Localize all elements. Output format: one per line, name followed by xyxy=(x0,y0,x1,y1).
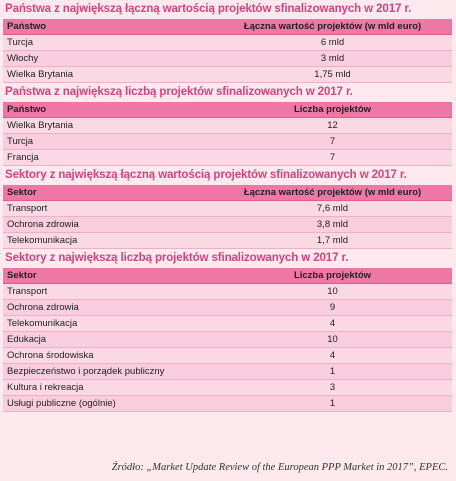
cell-label: Transport xyxy=(3,284,213,300)
table-row xyxy=(3,201,452,217)
cell-value: 1 xyxy=(213,396,452,412)
cell-value: 10 xyxy=(213,284,452,300)
table-row xyxy=(3,150,452,166)
cell-value: 1,7 mld xyxy=(213,233,452,249)
table-row xyxy=(3,332,452,348)
column-header: Liczba projektów xyxy=(213,102,452,118)
cell-value: 12 xyxy=(213,118,452,134)
cell-value: 7 xyxy=(213,134,452,150)
section-title: Państwa z największą liczbą projektów sfinalizowanych w 2017 r. xyxy=(5,86,353,98)
cell-value: 7,6 mld xyxy=(213,201,452,217)
table-row xyxy=(3,284,452,300)
column-header: Sektor xyxy=(3,268,213,284)
table-header-row xyxy=(3,268,452,284)
section-title: Państwa z największą łączną wartością projektów sfinalizowanych w 2017 r. xyxy=(5,3,412,15)
table-row xyxy=(3,300,452,316)
table-row xyxy=(3,35,452,51)
cell-value: 7 xyxy=(213,150,452,166)
table-row xyxy=(3,233,452,249)
cell-label: Kultura i rekreacja xyxy=(3,380,213,396)
cell-label: Ochrona zdrowia xyxy=(3,217,213,233)
cell-value: 4 xyxy=(213,316,452,332)
table-row xyxy=(3,380,452,396)
table-header-row xyxy=(3,19,452,35)
table-countries-count xyxy=(3,102,452,166)
section-title: Sektory z największą łączną wartością projektów sfinalizowanych w 2017 r. xyxy=(5,169,407,181)
table-sectors-value xyxy=(3,185,452,249)
column-header: Państwo xyxy=(3,102,213,118)
table-row xyxy=(3,134,452,150)
table-row xyxy=(3,51,452,67)
table-header-row xyxy=(3,102,452,118)
cell-value: 3,8 mld xyxy=(213,217,452,233)
cell-label: Turcja xyxy=(3,35,213,51)
cell-value: 3 xyxy=(213,380,452,396)
column-header: Państwo xyxy=(3,19,213,35)
source-note: Źródło: „Market Update Review of the European PPP Market in 2017”, EPEC. xyxy=(111,462,448,473)
column-header: Łączna wartość projektów (w mld euro) xyxy=(213,19,452,35)
cell-label: Ochrona środowiska xyxy=(3,348,213,364)
cell-label: Edukacja xyxy=(3,332,213,348)
cell-label: Transport xyxy=(3,201,213,217)
cell-label: Francja xyxy=(3,150,213,166)
cell-value: 6 mld xyxy=(213,35,452,51)
cell-value: 1,75 mld xyxy=(213,67,452,83)
cell-label: Usługi publiczne (ogólnie) xyxy=(3,396,213,412)
cell-label: Wielka Brytania xyxy=(3,67,213,83)
column-header: Liczba projektów xyxy=(213,268,452,284)
table-countries-value xyxy=(3,19,452,83)
cell-value: 10 xyxy=(213,332,452,348)
cell-value: 3 mld xyxy=(213,51,452,67)
cell-label: Bezpieczeństwo i porządek publiczny xyxy=(3,364,213,380)
table-row xyxy=(3,217,452,233)
column-header: Sektor xyxy=(3,185,213,201)
cell-value: 4 xyxy=(213,348,452,364)
table-sectors-count xyxy=(3,268,452,412)
cell-label: Wielka Brytania xyxy=(3,118,213,134)
cell-label: Turcja xyxy=(3,134,213,150)
table-row xyxy=(3,118,452,134)
cell-value: 9 xyxy=(213,300,452,316)
table-row xyxy=(3,67,452,83)
table-row xyxy=(3,316,452,332)
table-row xyxy=(3,396,452,412)
cell-value: 1 xyxy=(213,364,452,380)
column-header: Łączna wartość projektów (w mld euro) xyxy=(213,185,452,201)
table-row xyxy=(3,348,452,364)
cell-label: Telekomunikacja xyxy=(3,233,213,249)
table-row xyxy=(3,364,452,380)
cell-label: Włochy xyxy=(3,51,213,67)
cell-label: Ochrona zdrowia xyxy=(3,300,213,316)
section-title: Sektory z największą liczbą projektów sfinalizowanych w 2017 r. xyxy=(5,252,349,264)
cell-label: Telekomunikacja xyxy=(3,316,213,332)
table-header-row xyxy=(3,185,452,201)
